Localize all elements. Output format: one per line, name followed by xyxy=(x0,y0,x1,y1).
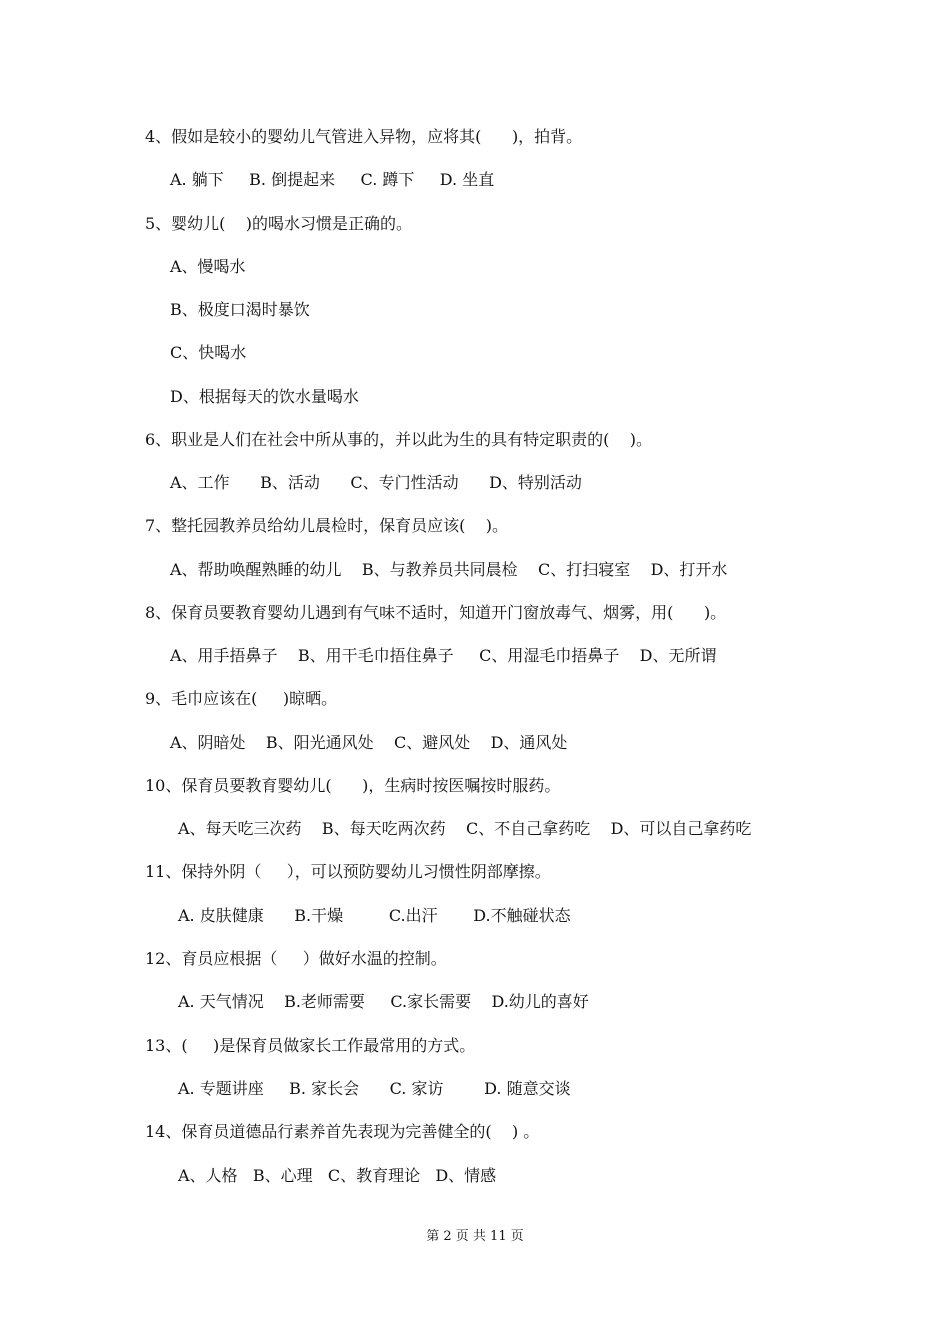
question-11-options: A. 皮肤健康 B.干燥 C.出汗 D.不触碰状态 xyxy=(178,906,571,925)
question-10-options: A、每天吃三次药 B、每天吃两次药 C、不自己拿药吃 D、可以自己拿药吃 xyxy=(178,819,752,838)
question-8: 8、保育员要教育婴幼儿遇到有气味不适时，知道开门窗放毒气、烟雾，用( )。 xyxy=(145,603,727,622)
question-9-options: A、阴暗处 B、阳光通风处 C、避风处 D、通风处 xyxy=(170,733,568,752)
question-8-options: A、用手捂鼻子 B、用干毛巾捂住鼻子 C、用湿毛巾捂鼻子 D、无所谓 xyxy=(170,646,717,665)
question-5-option-c: C、快喝水 xyxy=(170,343,247,362)
question-4: 4、假如是较小的婴幼儿气管进入异物，应将其( )，拍背。 xyxy=(145,127,583,146)
question-5-option-a: A、慢喝水 xyxy=(170,257,246,276)
question-13: 13、( )是保育员做家长工作最常用的方式。 xyxy=(145,1036,476,1055)
question-9: 9、毛巾应该在( )晾晒。 xyxy=(145,689,338,708)
question-12-options: A. 天气情况 B.老师需要 C.家长需要 D.幼儿的喜好 xyxy=(178,992,589,1011)
question-14: 14、保育员道德品行素养首先表现为完善健全的( ) 。 xyxy=(145,1122,540,1141)
question-4-options: A. 躺下 B. 倒提起来 C. 蹲下 D. 坐直 xyxy=(170,170,495,189)
question-5: 5、婴幼儿( )的喝水习惯是正确的。 xyxy=(145,214,413,233)
page-number-footer: 第 2 页 共 11 页 xyxy=(426,1229,524,1244)
question-10: 10、保育员要教育婴幼儿( )，生病时按医嘱按时服药。 xyxy=(145,776,561,795)
question-5-option-b: B、极度口渴时暴饮 xyxy=(170,300,310,319)
question-13-options: A. 专题讲座 B. 家长会 C. 家访 D. 随意交谈 xyxy=(178,1079,571,1098)
question-7-options: A、帮助唤醒熟睡的幼儿 B、与教养员共同晨检 C、打扫寝室 D、打开水 xyxy=(170,560,728,579)
question-7: 7、整托园教养员给幼儿晨检时，保育员应该( )。 xyxy=(145,516,509,535)
question-6: 6、职业是人们在社会中所从事的，并以此为生的具有特定职责的( )。 xyxy=(145,430,653,449)
question-14-options: A、人格 B、心理 C、教育理论 D、情感 xyxy=(178,1166,497,1185)
question-6-options: A、工作 B、活动 C、专门性活动 D、特别活动 xyxy=(170,473,582,492)
question-5-option-d: D、根据每天的饮水量喝水 xyxy=(170,387,359,406)
question-12: 12、育员应根据（ ）做好水温的控制。 xyxy=(145,949,447,968)
question-11: 11、保持外阴（ ），可以预防婴幼儿习惯性阴部摩擦。 xyxy=(145,862,551,881)
